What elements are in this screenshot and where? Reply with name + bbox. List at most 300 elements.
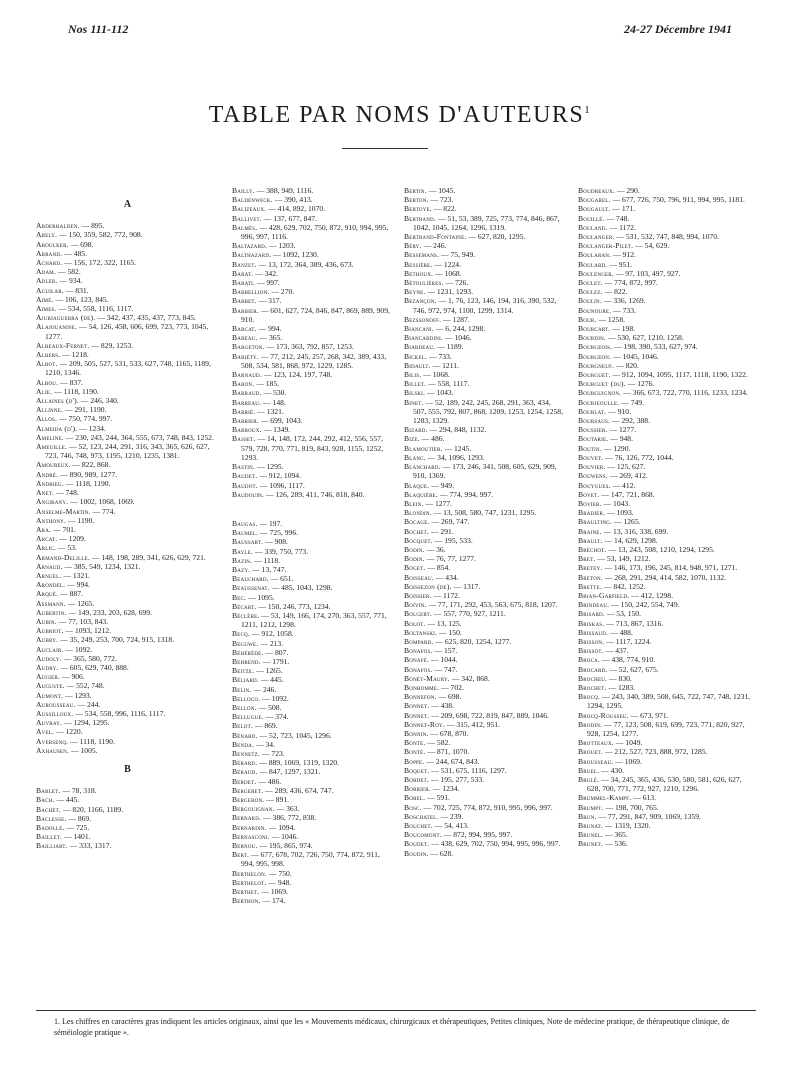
page-references: — 292, 388.	[612, 416, 650, 426]
page-references: — 830.	[609, 673, 632, 683]
author-name: Boquet.	[404, 765, 430, 775]
author-entry	[36, 795, 219, 804]
author-name: Bounoure.	[578, 305, 612, 315]
author-name: Aimes.	[36, 304, 57, 314]
author-entry	[404, 287, 564, 296]
author-name: Bailleт.	[36, 832, 63, 842]
author-name: Berthelon.	[232, 868, 268, 878]
author-entry	[232, 471, 392, 480]
page-references: — 582.	[57, 267, 81, 277]
author-entry	[232, 333, 392, 342]
page-title-text: TABLE PAR NOMS D'AUTEURS	[208, 102, 585, 128]
page-references: — 749.	[621, 397, 644, 407]
author-entry	[578, 425, 756, 434]
author-entry	[232, 823, 392, 832]
author-entry	[36, 709, 219, 718]
author-name: Barbet.	[232, 296, 257, 306]
author-entry	[232, 869, 392, 878]
author-name: Behrend.	[232, 656, 261, 666]
page-references: — 887.	[60, 589, 83, 599]
page-references: — 1287.	[443, 314, 470, 324]
author-entry	[36, 617, 219, 626]
page-references: — 822.	[604, 287, 628, 297]
author-entry	[578, 766, 756, 775]
author-entry	[232, 388, 392, 397]
page-references: — 438, 774, 910.	[601, 655, 656, 665]
author-entry	[578, 195, 756, 204]
page-references: — 842, 1252.	[603, 581, 646, 591]
author-entry	[232, 186, 392, 195]
author-entry	[404, 628, 564, 637]
author-name: Belin.	[232, 684, 252, 694]
page-references: — 750.	[268, 868, 292, 878]
author-name: Biardeau.	[404, 342, 436, 352]
author-entry	[404, 361, 564, 370]
page-references: — 912, 1094, 1095, 1117, 1118, 1190, 1322.	[612, 370, 748, 380]
author-name: Balizeaux.	[232, 204, 267, 214]
author-entry	[232, 204, 392, 213]
page-references: — 1046.	[445, 333, 472, 343]
author-entry	[232, 666, 392, 675]
author-entry	[36, 823, 219, 832]
author-entry	[404, 692, 564, 701]
page-references: — 1258.	[598, 314, 626, 324]
author-name: Arondel.	[36, 580, 66, 590]
author-entry	[36, 832, 219, 841]
page-references: — 54, 629.	[635, 241, 670, 251]
author-entry	[232, 434, 392, 462]
author-name: Barnaud.	[232, 370, 262, 380]
page-references: — 1234.	[79, 423, 106, 433]
page-references: — 51, 53, 389, 725, 773, 774, 846, 867, 1042, 1045, 1264, 1296, 1319.	[413, 213, 560, 232]
author-entry	[232, 547, 392, 556]
author-entry	[404, 554, 564, 563]
page-references: — 342.	[255, 268, 278, 278]
author-entry	[578, 306, 756, 315]
author-entry	[404, 444, 564, 453]
author-name: Brunel.	[578, 830, 604, 840]
page-references: — 713, 867, 1316.	[606, 618, 664, 628]
author-entry	[404, 186, 564, 195]
page-references: — 173, 363, 792, 857, 1253.	[266, 342, 354, 352]
section-letter: A	[123, 199, 132, 210]
page-references: — 230, 243, 244, 364, 555, 673, 748, 843, 1252.	[65, 432, 214, 442]
page-references: — 290.	[616, 186, 640, 195]
author-entry	[36, 672, 219, 681]
page-references: — 1049.	[615, 738, 643, 748]
author-name: Berthet.	[232, 887, 260, 897]
page-references: — 54, 413.	[434, 821, 469, 831]
page-references: — 910.	[608, 406, 631, 416]
page-references: — 75, 949.	[441, 250, 476, 260]
author-entry	[578, 646, 756, 655]
author-name: Broca.	[578, 655, 601, 665]
author-entry	[232, 278, 392, 287]
author-entry	[36, 645, 219, 654]
author-name: Abely.	[36, 230, 58, 240]
author-name: Auclair.	[36, 644, 64, 654]
page-references: — 847, 1297, 1321.	[259, 767, 321, 777]
author-name: Bethoux.	[404, 268, 434, 278]
page-references: — 150.	[439, 627, 462, 637]
page-references: — 53.	[57, 543, 77, 553]
author-entry	[36, 267, 219, 276]
page-references: — 1093, 1212.	[65, 626, 112, 636]
page-references: — 239.	[440, 811, 464, 821]
page-references: — 702, 725, 774, 872, 910, 995, 996, 997.	[423, 802, 553, 812]
page-references: — 212, 527, 723, 888, 972, 1285.	[604, 747, 708, 757]
author-entry	[36, 460, 219, 469]
author-entry	[578, 655, 756, 664]
page-references: — 54, 126, 458, 606, 699, 723, 773, 1045, 1277.	[45, 322, 209, 341]
author-name: Blaque.	[404, 480, 430, 490]
author-name: Auvray.	[36, 718, 63, 728]
author-name: Arnaud.	[36, 561, 63, 571]
author-name: Benda.	[232, 739, 255, 749]
page-references: — 748.	[606, 213, 630, 223]
author-name: Bessière.	[404, 259, 433, 269]
page-references: — 1172.	[433, 590, 460, 600]
author-name: Brochet.	[578, 682, 607, 692]
page-references: — 1220.	[56, 727, 83, 737]
author-name: Abderhalden.	[36, 221, 80, 231]
page-references: — 949.	[431, 480, 454, 490]
author-entry	[404, 250, 564, 259]
author-name: Bour.	[578, 314, 597, 324]
page-references: — 434.	[435, 572, 459, 582]
author-entry	[232, 296, 392, 305]
author-name: Bouygues.	[578, 480, 611, 490]
page-references: — 677, 726, 750, 796, 911, 994, 995, 1181.	[612, 195, 745, 205]
author-name: Boudreaux.	[578, 186, 616, 195]
author-entry	[232, 379, 392, 388]
author-name: Auguste.	[36, 681, 65, 691]
author-entry	[232, 813, 392, 822]
author-entry	[36, 396, 219, 405]
page-references: — 531, 675, 1116, 1297.	[431, 765, 507, 775]
page-references: — 837.	[60, 377, 83, 387]
author-name: Brun.	[578, 811, 597, 821]
page-references: — 1043.	[427, 388, 454, 398]
author-name: Brette.	[578, 581, 602, 591]
page-references: — 701.	[53, 524, 76, 534]
author-name: Beyne.	[404, 287, 426, 297]
index-column-2	[232, 186, 392, 905]
author-entry	[578, 186, 756, 195]
author-name: Aversenq.	[36, 736, 69, 746]
author-name: Bret.	[578, 554, 596, 564]
page-references: — 605, 629, 740, 888.	[60, 662, 129, 672]
author-name: Barrié.	[232, 406, 256, 416]
author-name: Boulet.	[578, 278, 603, 288]
author-name: Assmann.	[36, 598, 66, 608]
author-entry	[232, 850, 392, 868]
author-entry	[232, 260, 392, 269]
author-entry	[404, 425, 564, 434]
page-references: — 912, 1094.	[259, 471, 301, 481]
page-references: — 428, 629, 702, 750, 872, 910, 994, 995, 996, 997, 1116.	[241, 222, 389, 242]
page-references: — 77, 103, 843.	[58, 616, 109, 626]
author-entry	[404, 481, 564, 490]
page-references: — 1234.	[432, 784, 460, 794]
author-name: Barraud.	[232, 388, 262, 398]
author-entry	[232, 694, 392, 703]
page-references: — 34.	[255, 739, 275, 749]
author-entry	[578, 554, 756, 563]
author-entry	[232, 602, 392, 611]
author-name: Ameline.	[36, 432, 64, 442]
author-entry	[578, 600, 756, 609]
page-references: — 485.	[64, 248, 87, 258]
author-entry	[404, 434, 564, 443]
author-entry	[232, 574, 392, 583]
page-references: — 582.	[427, 738, 451, 748]
author-entry	[578, 812, 756, 821]
author-entry	[578, 747, 756, 756]
author-name: Brocard.	[578, 664, 608, 674]
author-name: Bourlat.	[578, 406, 607, 416]
author-entry	[232, 481, 392, 490]
author-entry	[232, 324, 392, 333]
author-entry	[36, 488, 219, 497]
author-name: Bocquet.	[404, 535, 433, 545]
page-references: — 1265.	[256, 666, 283, 676]
author-name: Baussart.	[232, 537, 264, 547]
author-name: Briskas.	[578, 618, 605, 628]
author-entry	[232, 269, 392, 278]
author-entry	[404, 260, 564, 269]
author-name: Armand-Delille.	[36, 552, 90, 562]
author-name: Bergouignan.	[232, 804, 275, 814]
footnote	[36, 1016, 756, 1038]
author-name: Bourguet (du).	[578, 379, 626, 389]
author-name: Boulard.	[578, 259, 608, 269]
author-entry	[36, 681, 219, 690]
author-entry	[232, 306, 392, 324]
author-name: Bourgeon.	[578, 351, 612, 361]
page-references: — 698.	[438, 692, 462, 702]
author-entry	[578, 260, 756, 269]
author-name: Beauchard.	[232, 574, 269, 584]
author-entry	[232, 832, 392, 841]
page-references: — 1283.	[608, 682, 636, 692]
author-entry	[404, 591, 564, 600]
author-name: Bert.	[232, 850, 250, 860]
author-name: Albers.	[36, 350, 61, 360]
author-name: Almeida (d').	[36, 423, 78, 433]
author-name: Bailliart.	[36, 841, 68, 851]
page-references: — 437.	[605, 646, 629, 656]
page-references: — 831.	[65, 285, 89, 295]
author-entry	[232, 537, 392, 546]
author-name: Bariéty.	[232, 351, 259, 361]
author-entry	[578, 738, 756, 747]
page-references: — 912, 1058.	[251, 629, 294, 639]
title-footnote-marker: 1	[584, 104, 592, 116]
author-entry	[404, 757, 564, 766]
page-references: — 291.	[430, 526, 454, 536]
author-entry	[36, 240, 219, 249]
author-entry	[36, 350, 219, 359]
author-name: Bompard.	[404, 636, 434, 646]
page-references: — 1045.	[428, 186, 456, 195]
page-references: — 822, 868.	[72, 460, 111, 470]
author-name: Boulanger.	[578, 232, 615, 242]
author-name: Boussier.	[578, 425, 608, 435]
author-name: Axhausen.	[36, 745, 70, 755]
page-references: — 1277.	[609, 425, 637, 435]
author-entry	[404, 499, 564, 508]
page-references: — 1231, 1293.	[427, 287, 473, 297]
spacer	[232, 499, 392, 519]
author-entry	[232, 214, 392, 223]
page-references: — 820.	[616, 360, 639, 370]
author-name: Bénard.	[232, 730, 258, 740]
author-name: Belloco.	[232, 693, 261, 703]
index-column-3	[404, 186, 564, 858]
author-name: Bonnet-Roy.	[404, 719, 445, 729]
page-references: — 430.	[601, 765, 624, 775]
author-entry	[232, 703, 392, 712]
page-references: — 148, 198, 289, 341, 626, 629, 721.	[91, 552, 206, 562]
page-references: — 1094.	[268, 822, 296, 832]
author-name: Alajouanine.	[36, 322, 78, 332]
author-entry	[36, 543, 219, 552]
author-entry	[232, 804, 392, 813]
page-references: — 1069.	[261, 887, 288, 897]
page-references: — 445.	[56, 795, 80, 805]
page-references: — 78, 318.	[62, 786, 97, 796]
page-references: — 723.	[430, 195, 454, 205]
author-name: Bickel.	[404, 351, 428, 361]
page-references: — 150, 359, 582, 772, 908.	[59, 230, 143, 240]
author-name: Boutarie.	[578, 434, 609, 444]
author-name: Avel.	[36, 727, 55, 737]
author-name: Brindeau.	[578, 600, 610, 610]
page-references: — 137, 677, 847.	[263, 213, 317, 223]
page-references: — 445.	[260, 675, 284, 685]
page-references: — 13, 316, 338, 699.	[603, 526, 669, 536]
page-references: — 53, 150.	[606, 609, 641, 619]
page-references: — 198.	[612, 324, 636, 334]
page-references: — 625, 820, 1254, 1277.	[435, 636, 512, 646]
author-name: Brocq.	[578, 692, 601, 702]
page-references: — 651.	[270, 574, 294, 584]
author-entry	[36, 276, 219, 285]
author-name: Berdet.	[232, 776, 257, 786]
author-name: Barati.	[232, 278, 256, 288]
page-references: — 1093.	[607, 508, 634, 518]
author-name: Bidault.	[404, 360, 431, 370]
author-name: Bourjeoulle.	[578, 397, 620, 407]
author-entry	[36, 525, 219, 534]
author-entry	[232, 629, 392, 638]
page-references: — 1092.	[65, 644, 93, 654]
page-references: — 890, 989, 1277.	[60, 469, 118, 479]
author-entry	[232, 195, 392, 204]
page-references: — 171.	[612, 204, 636, 214]
page-references: — 13, 747.	[252, 564, 287, 574]
author-entry	[36, 654, 219, 663]
author-name: Boissezon (de).	[404, 581, 452, 591]
author-entry	[232, 583, 392, 592]
author-entry	[36, 841, 219, 850]
author-name: Arqué.	[36, 589, 59, 599]
author-name: Belluguе.	[232, 712, 264, 722]
author-name: Baudot.	[232, 480, 258, 490]
author-entry	[36, 746, 219, 755]
author-entry	[578, 591, 756, 600]
page-references: — 1319, 1320.	[604, 821, 651, 831]
author-name: Blanchard.	[404, 462, 441, 472]
author-entry	[578, 803, 756, 812]
author-name: Baclesse.	[36, 813, 67, 823]
page-references: — 374.	[265, 712, 289, 722]
author-name: Ajuriaguerra (de).	[36, 313, 96, 323]
author-entry	[404, 278, 564, 287]
author-entry	[578, 609, 756, 618]
author-name: Bizard.	[404, 425, 428, 435]
author-entry	[232, 593, 392, 602]
author-entry	[578, 793, 756, 802]
author-name: Aussilloux.	[36, 708, 74, 718]
page-references: — 733.	[613, 305, 636, 315]
author-entry	[36, 786, 219, 795]
page-references: — 1044.	[430, 655, 458, 665]
page-references: — 699, 1043.	[260, 416, 303, 426]
author-entry	[232, 758, 392, 767]
author-entry	[404, 720, 564, 729]
author-name: Balthazard.	[232, 250, 272, 260]
author-name: Bécart.	[232, 601, 257, 611]
author-name: Audry.	[36, 662, 59, 672]
author-entry	[36, 635, 219, 644]
author-entry	[404, 683, 564, 692]
page-references: — 148.	[263, 397, 286, 407]
author-entry	[232, 777, 392, 786]
author-entry	[36, 608, 219, 617]
author-entry	[36, 805, 219, 814]
author-entry	[404, 398, 564, 426]
author-name: Bouchet.	[404, 821, 433, 831]
page-references: — 126, 289, 411, 746, 818, 840.	[266, 489, 365, 499]
author-name: Bach.	[36, 795, 55, 805]
author-entry	[578, 250, 756, 259]
author-name: Bréchot.	[578, 544, 607, 554]
author-entry	[578, 481, 756, 490]
author-entry	[404, 324, 564, 333]
author-entry	[36, 322, 219, 340]
author-entry	[36, 378, 219, 387]
page-references: — 333, 1317.	[69, 841, 112, 851]
page-references: — 269, 747.	[431, 517, 470, 527]
author-entry	[232, 648, 392, 657]
author-name: Baron.	[232, 379, 255, 389]
page-references: — 1276.	[627, 379, 655, 389]
page-references: — 534, 558, 1116, 1117.	[58, 304, 134, 314]
author-entry	[404, 766, 564, 775]
author-name: Bablet.	[36, 786, 61, 796]
author-entry	[578, 434, 756, 443]
author-name: Balmès.	[232, 222, 258, 232]
author-name: Albou.	[36, 377, 59, 387]
author-name: Aumont.	[36, 690, 64, 700]
page-references: — 1349.	[263, 425, 291, 435]
page-references: — 52, 189, 242, 245, 268, 291, 363, 434, 507, 555, 792, 807, 868, 1209, 1253, 1254, 1258, 1283, 1329.	[413, 397, 563, 426]
author-name: Bonnin.	[404, 728, 429, 738]
author-name: Bilis.	[404, 370, 422, 380]
author-entry	[578, 821, 756, 830]
